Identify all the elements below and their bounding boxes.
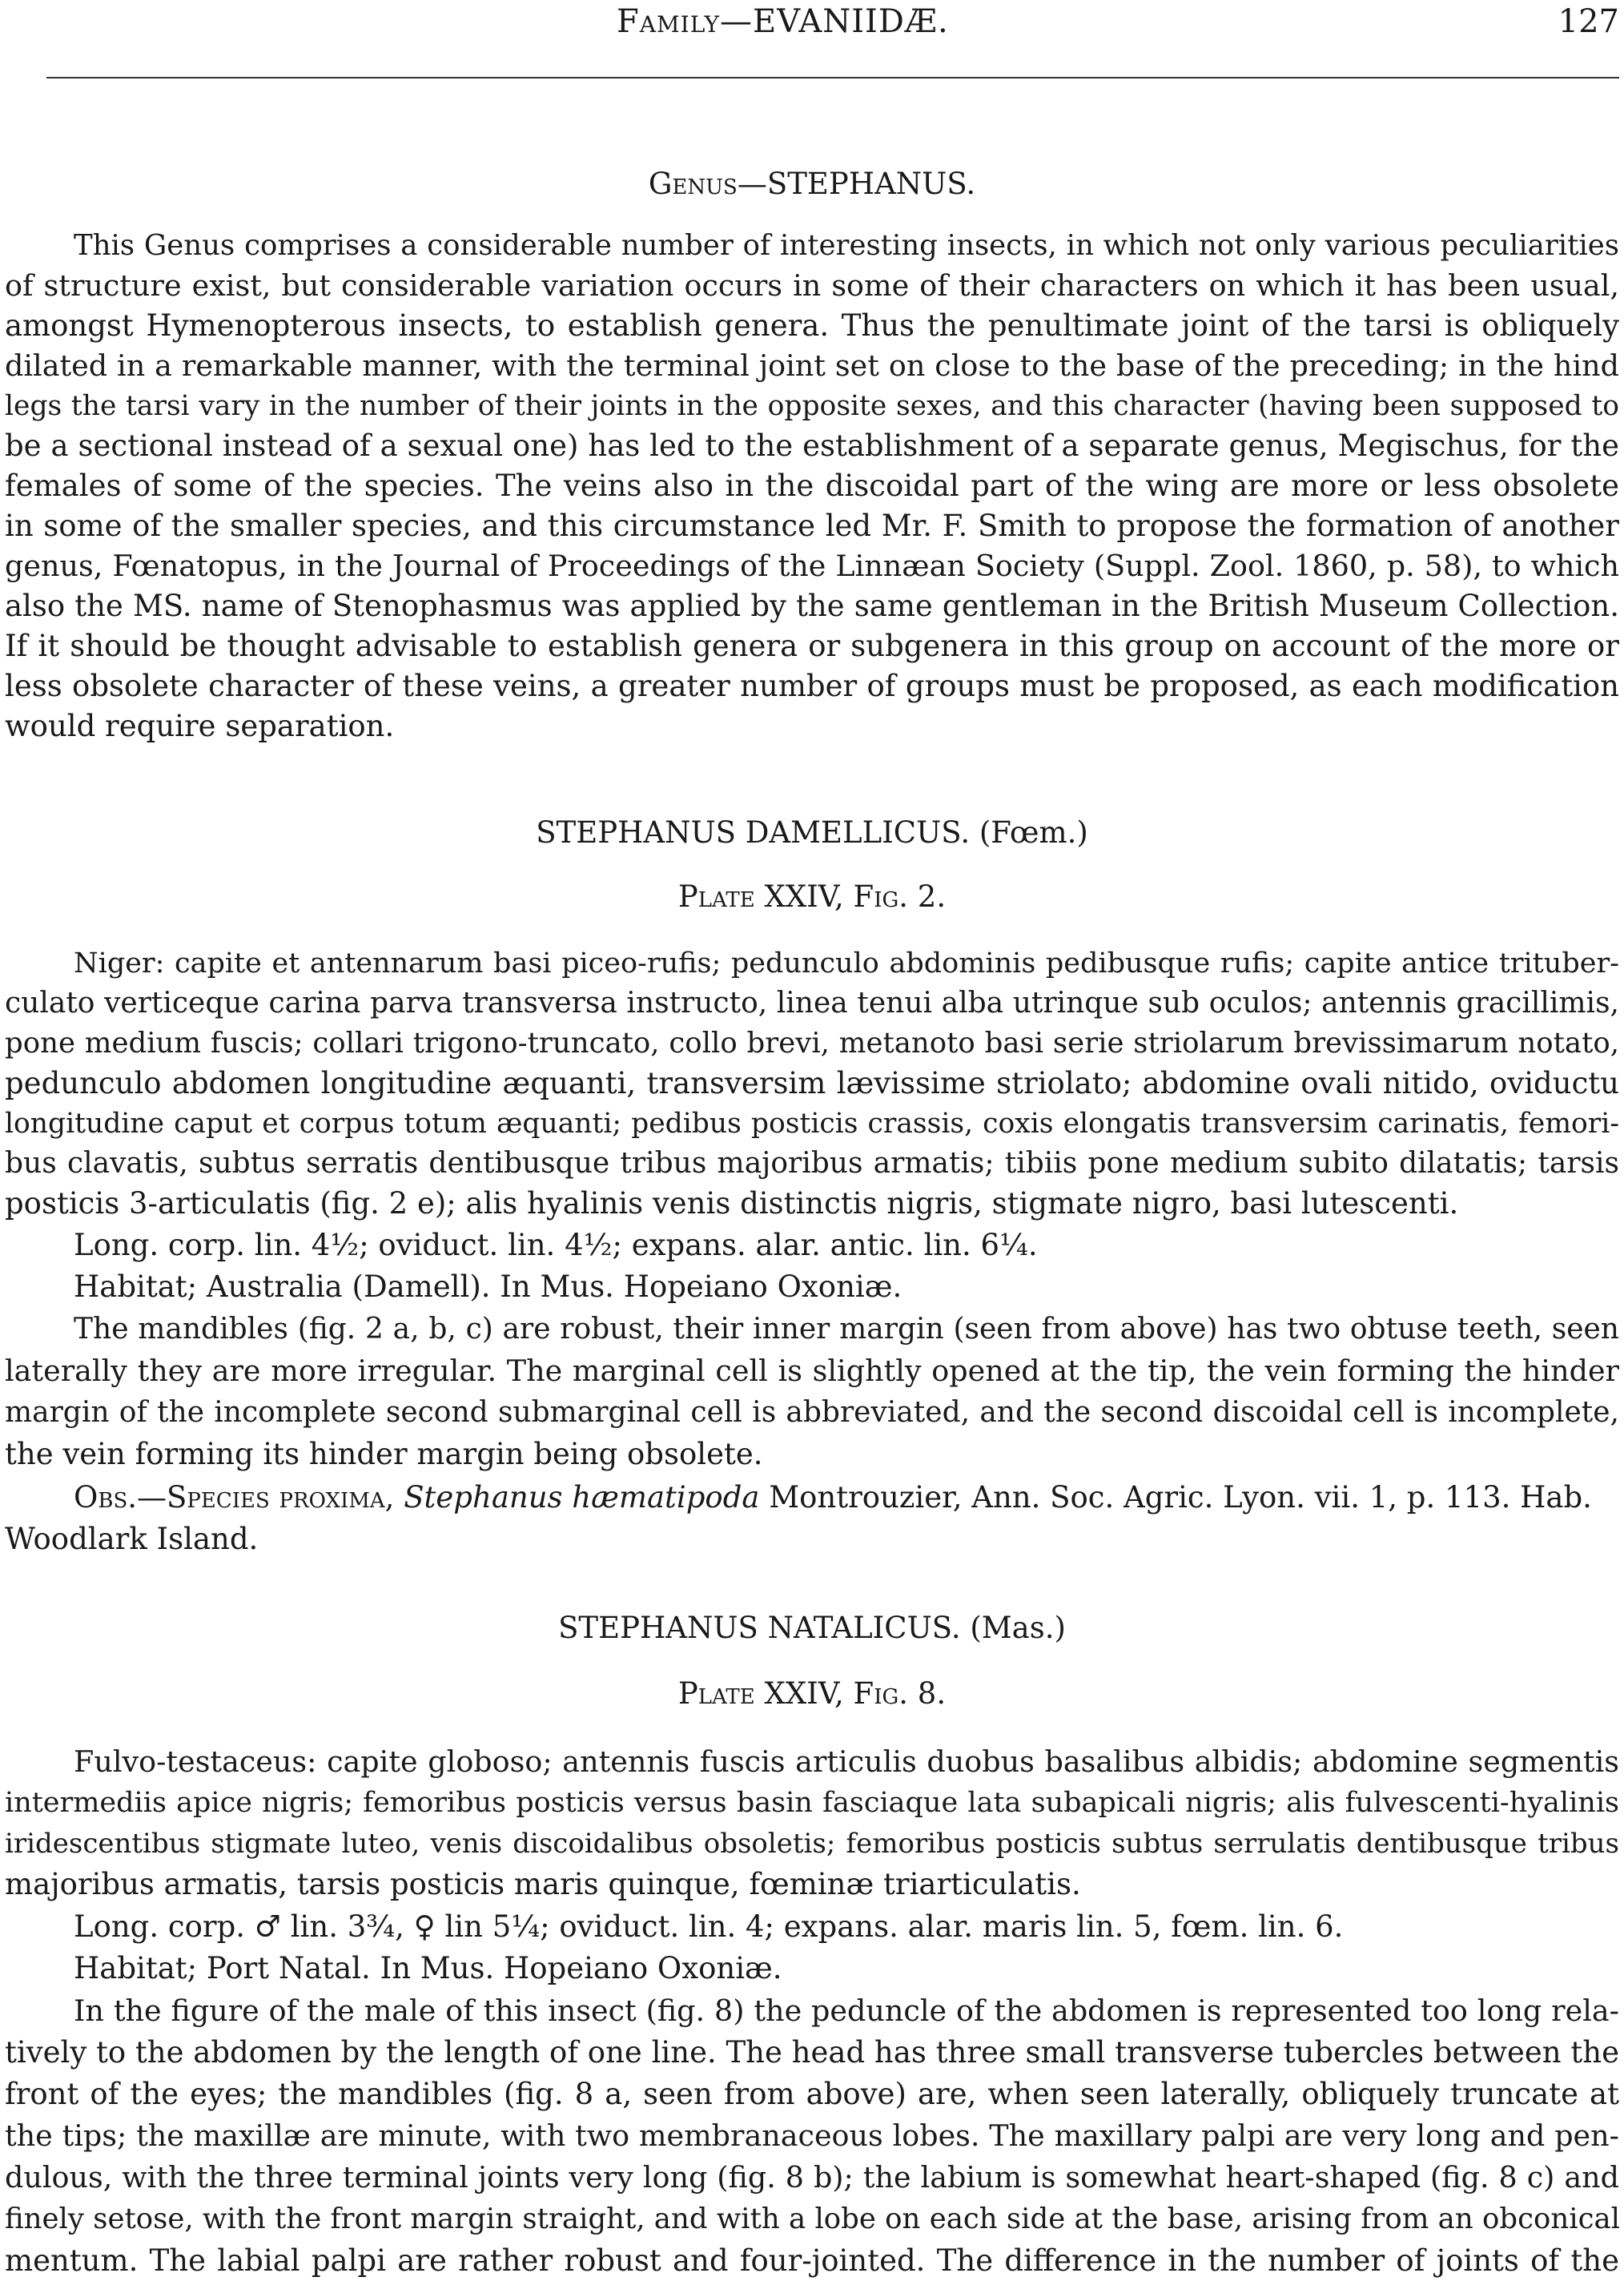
notes-line: The mandibles (fig. 2 a, b, c) are robust, their inner margin (seen from above) has two obtuse teeth, seen [74,1313,1619,1346]
latin-description-line: pone medium fuscis; collari trigono-truncato, collo brevi, metanoto basi serie striolarum brevissimarum notato, [5,1027,1619,1060]
latin-description-line: Fulvo-testaceus: capite globoso; antennis fuscis articulis duobus basalibus albidis; abdomine segmentis [74,1744,1619,1779]
latin-description-line: culato verticeque carina parva transversa instructo, linea tenui alba utrinque sub oculos; antennis gracillimis, [5,987,1619,1020]
notes-line: laterally they are more irregular. The marginal cell is slightly opened at the tip, the vein forming the hinder [5,1354,1619,1388]
header-rule [46,77,1619,78]
notes-line: the vein forming its hinder margin being obsolete. [5,1437,763,1471]
notes-line: tively to the abdomen by the length of one line. The head has three small transverse tubercles between the [5,2035,1619,2070]
genus-paragraph-line: If it should be thought advisable to establish genera or subgenera in this group on account of the more or [5,629,1619,663]
measurements: Long. corp. lin. 4½; oviduct. lin. 4½; expans. alar. antic. lin. 6¼. [74,1228,1038,1262]
species-heading: STEPHANUS DAMELLICUS. (Fœm.) [536,815,1088,850]
notes-line: the tips; the maxillæ are minute, with two membranaceous lobes. The maxillary palpi are very long and pen- [5,2118,1619,2153]
latin-description-line: bus clavatis, subtus serratis dentibusque tribus majoribus armatis; tibiis pone medium subito dilatatis; tarsis [5,1147,1619,1180]
obs-lead: Obs.—Species proxima, [74,1480,404,1515]
species-heading: STEPHANUS NATALICUS. (Mas.) [558,1611,1066,1645]
plate-reference: Plate XXIV, Fig. 2. [677,879,947,914]
latin-description-line: Niger: capite et antennarum basi piceo-rufis; pedunculo abdominis pedibusque rufis; capite antice trituber- [74,947,1619,980]
genus-paragraph-line: be a sectional instead of a sexual one) has led to the establishment of a separate genus, Megischus, for the [5,428,1619,463]
genus-paragraph-line: less obsolete character of these veins, a greater number of groups must be proposed, as each modification [5,669,1619,703]
genus-heading: Genus—STEPHANUS. [648,167,976,201]
plate-reference: Plate XXIV, Fig. 8. [677,1676,947,1711]
habitat: Habitat; Australia (Damell). In Mus. Hopeiano Oxoniæ. [74,1269,902,1304]
latin-description-line: longitudine caput et corpus totum æquanti; pedibus posticis crassis, coxis elongatis transversim carinatis, femori- [5,1108,1619,1140]
latin-description-line: pedunculo abdomen longitudine æquanti, transversim lævissime striolato; abdomine ovali nitido, oviductu [5,1066,1619,1100]
latin-description-line: majoribus armatis, tarsis posticis maris quinque, fœminæ triarticulatis. [5,1867,1081,1901]
genus-paragraph-line: also the MS. name of Stenophasmus was applied by the same gentleman in the British Museum Collection. [5,589,1619,623]
measurements: Long. corp. ♂ lin. 3¾, ♀ lin 5¼; oviduct. lin. 4; expans. alar. maris lin. 5, fœm. lin. 6. [74,1909,1344,1944]
genus-paragraph-line: would require separation. [5,709,395,743]
obs-line: Woodlark Island. [5,1522,259,1556]
genus-paragraph-line: dilated in a remarkable manner, with the terminal joint set on close to the base of the preceding; in the hind [5,348,1619,383]
running-title: Family—EVANIIDÆ. [617,3,949,40]
obs-line [74,1478,1619,1518]
genus-paragraph-line: of structure exist, but considerable variation occurs in some of their characters on which it has been usual, [5,268,1619,303]
latin-description-line: intermediis apice nigris; femoribus posticis versus basin fasciaque lata subapicali nigris; alis fulvescenti-hyalinis [5,1787,1619,1819]
habitat: Habitat; Port Natal. In Mus. Hopeiano Oxoniæ. [74,1951,782,1985]
genus-paragraph-line: genus, Fœnatopus, in the Journal of Proceedings of the Linnæan Society (Suppl. Zool. 1860, p. 58), to which [5,549,1619,583]
notes-line: finely setose, with the front margin straight, and with a lobe on each side at the base, arising from an obconical [5,2203,1620,2235]
notes-line: margin of the incomplete second submarginal cell is abbreviated, and the second discoidal cell is incomplete, [5,1396,1619,1429]
page-number: 127 [1558,3,1619,40]
notes-line: mentum. The labial palpi are rather robust and four-jointed. The difference in the number of joints of the [5,2243,1619,2278]
genus-paragraph-line: females of some of the species. The veins also in the discoidal part of the wing are more or less obsolete [5,469,1619,503]
latin-description-line: posticis 3-articulatis (fig. 2 e); alis hyalinis venis distinctis nigris, stigmate nigro, basi lutescenti. [5,1186,1459,1221]
genus-paragraph-line: in some of the smaller species, and this circumstance led Mr. F. Smith to propose the formation of another [5,509,1619,543]
genus-paragraph-line: legs the tarsi vary in the number of their joints in the opposite sexes, and this character (having been supposed to [5,390,1619,422]
obs-reference: Montrouzier, Ann. Soc. Agric. Lyon. vii. 1, p. 113. Hab. [759,1480,1592,1515]
running-head [0,0,1624,48]
obs-species-name: Stephanus hæmatipoda [404,1480,760,1515]
genus-paragraph-line: This Genus comprises a considerable number of interesting insects, in which not only various peculiarities [74,229,1619,262]
latin-description-line: iridescentibus stigmate luteo, venis discoidalibus obsoletis; femoribus posticis subtus serrulatis dentibusque tribus [5,1828,1619,1860]
genus-paragraph-line: amongst Hymenopterous insects, to establish genera. Thus the penultimate joint of the tarsi is obliquely [5,308,1619,343]
notes-line: front of the eyes; the mandibles (fig. 8 a, seen from above) are, when seen laterally, obliquely truncate at [5,2077,1619,2111]
notes-line: In the figure of the male of this insect (fig. 8) the peduncle of the abdomen is represented too long rela- [74,1993,1619,2028]
notes-line: dulous, with the three terminal joints very long (fig. 8 b); the labium is somewhat heart-shaped (fig. 8 c) and [5,2160,1619,2194]
